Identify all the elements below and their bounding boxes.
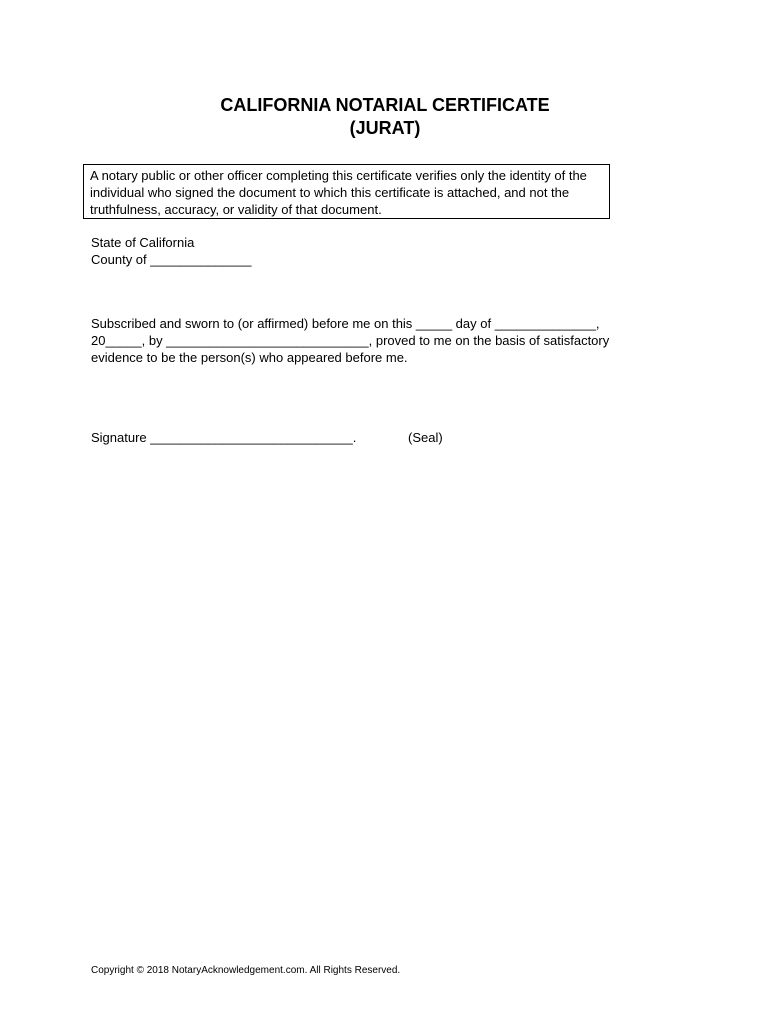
notice-line-2: individual who signed the document to which this certificate is attached, and not the <box>90 185 570 200</box>
notice-line-1: A notary public or other officer completing this certificate verifies only the identity of the <box>90 168 587 183</box>
title-line-1: CALIFORNIA NOTARIAL CERTIFICATE <box>220 95 550 115</box>
venue-state: State of California <box>91 235 195 250</box>
jurat-line-1: Subscribed and sworn to (or affirmed) before me on this _____ day of ______________, <box>91 316 600 331</box>
footer-copyright: Copyright © 2018 NotaryAcknowledgement.com. All Rights Reserved. <box>91 965 401 976</box>
signature-line: Signature ____________________________. <box>91 430 357 445</box>
title-line-2: (JURAT) <box>349 118 421 138</box>
venue-block <box>91 234 251 268</box>
notice-box <box>83 164 610 219</box>
venue-county: County of ______________ <box>91 252 252 267</box>
jurat-line-2: 20_____, by ____________________________, proved to me on the basis of satisfactory <box>91 333 610 348</box>
jurat-statement <box>91 315 609 366</box>
document-title <box>0 94 770 140</box>
seal-label: (Seal) <box>408 430 443 445</box>
notice-line-3: truthfulness, accuracy, or validity of that document. <box>90 202 382 217</box>
jurat-line-3: evidence to be the person(s) who appeared before me. <box>91 350 408 365</box>
